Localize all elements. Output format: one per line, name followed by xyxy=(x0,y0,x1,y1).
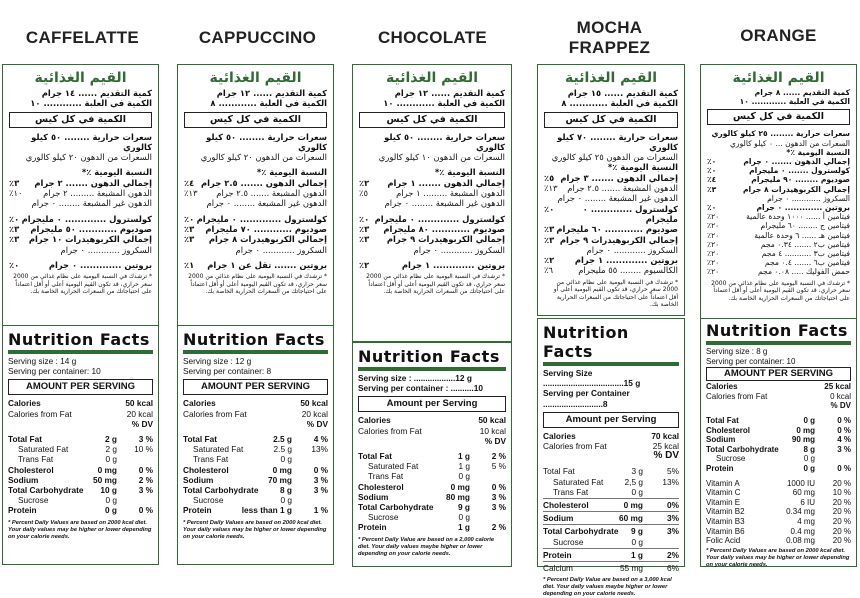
nutrient-row: Vitamin A 1000 IU 20 % xyxy=(706,478,851,488)
arabic-dv-label: النسبة اليومية ٪* xyxy=(786,147,850,157)
nutrient-row: Sodium 90 mg 4 % xyxy=(706,435,851,445)
footnote: * Percent Daily Values are based on 2000 kcal diet. Your daily values may be higher or lower depending on your calorie needs. xyxy=(183,519,327,540)
arabic-row: كولسترول ....... ٠ مليجرام ٠٪ xyxy=(707,166,850,176)
footnote: * Percent Daily Value are based on a 2,000 calorie diet. Your daily values maybe higher or lower depending on your calorie needs. xyxy=(358,536,495,557)
nutrient-row: Folic Acid 0.08 mg 20 % xyxy=(706,536,851,546)
nutrient-row: Trans Fat 0 g xyxy=(553,486,643,497)
arabic-row: صوديوم ............ ٥٠ مليجرام ٣٪ xyxy=(9,223,152,234)
nutrient-row: Protein 0 g 0 % xyxy=(8,505,153,516)
fat-calories-row: Calories from Fat 10 kcal xyxy=(358,425,506,436)
nutrient-row: Sodium 70 mg 3 % xyxy=(183,474,328,485)
arabic-row: بروتين ............. ١ جرام ٢٪ xyxy=(544,255,678,266)
calories-row: Calories 70 kcal xyxy=(543,430,679,441)
arabic-serving: كمية التقديم ...... ٨ جرام xyxy=(754,88,850,97)
arabic-row: إجمالي الكربوهيدرات ٨ جرام ٣٪ xyxy=(184,234,327,245)
flavor-title: MOCHA FRAPPEZ xyxy=(568,18,651,57)
arabic-row: بروتين ....... تقل عن ١ جرام ١٪ xyxy=(184,259,327,270)
arabic-row: كولسترول ............. ٠ مليجرام ٠٪ xyxy=(544,203,678,224)
arabic-calories: سعرات حرارية ........ ٧٠ كيلو كالوري xyxy=(557,131,678,152)
arabic-row: السكروز ............ ٠ جرام xyxy=(413,244,505,255)
nutrient-row: Sucrose 0 g xyxy=(716,454,815,464)
nutrition-facts-title: Nutrition Facts xyxy=(8,330,150,349)
nutrient-row: Cholesterol 0 mg 0 % xyxy=(706,425,851,435)
arabic-serving: كمية التقديم ...... ١٤ جرام xyxy=(41,88,152,98)
arabic-row: الدهون المشبعة ....... ٢.٥ جرام ١٣٪ xyxy=(544,183,678,194)
arabic-fat-calories: السعرات من الدهون ٢٥ كيلو كالوري xyxy=(551,152,678,163)
dv-label: % DV xyxy=(131,418,153,429)
nutrient-row: Protein 0 g 0 % xyxy=(706,463,851,473)
english-panel xyxy=(177,325,334,565)
arabic-fat-calories: السعرات من الدهون ١٠ كيلو كالوري xyxy=(378,152,505,163)
arabic-row: فيتامين ب٦ ....... ٠.٤ مجم ٢٠٪ xyxy=(707,258,850,268)
servings-per-container: Serving per container: 8 xyxy=(183,366,272,377)
nutrient-row: Total Fat 0 g 0 % xyxy=(706,415,851,425)
arabic-row: فيتامين هـ ...... ٦ وحدة عالمية ٢٠٪ xyxy=(707,230,850,240)
nutrient-row: Total Carbohydrate 8 g 3 % xyxy=(183,485,328,496)
nutrient-row: Vitamin E 6 IU 20 % xyxy=(706,497,851,507)
amount-per-serving: Amount per Serving xyxy=(543,412,679,428)
arabic-row: فيتامين أ ...... ١٠٠٠ وحدة عالمية ٢٠٪ xyxy=(707,212,850,222)
arabic-calories: سعرات حرارية ........ ٥٠ كيلو كالوري xyxy=(384,131,505,152)
arabic-fat-calories: السعرات من الدهون ٢٠ كيلو كالوري xyxy=(25,152,152,163)
dv-label: % DV xyxy=(830,401,851,411)
arabic-nutrition xyxy=(178,65,333,296)
amount-per-serving: AMOUNT PER SERVING xyxy=(183,379,328,395)
fat-calories-row: Calories from Fat 20 kcal xyxy=(8,408,153,419)
arabic-row: إجمالي الدهون ....... ٢ جرام ٣٪ xyxy=(9,177,152,188)
dv-label: % DV xyxy=(484,435,506,446)
servings-per-container: Serving per container: 10 xyxy=(706,356,796,366)
nutrient-row: Total Carbohydrate 9 g 3% xyxy=(543,526,679,537)
arabic-dv-label: النسبة اليومية ٪* xyxy=(607,162,678,173)
fat-calories-row: Calories from Fat 20 kcal xyxy=(183,408,328,419)
amount-per-serving: Amount per Serving xyxy=(358,396,506,412)
flavor-title: CAFFELATTE xyxy=(25,28,140,47)
arabic-title: القيم الغذائية xyxy=(564,70,657,86)
nutrient-row: Cholesterol 0 mg 0 % xyxy=(183,464,328,475)
nutrient-row: Vitamin B3 4 mg 20 % xyxy=(706,516,851,526)
arabic-row: بروتين ............. ١ جرام ٢٪ xyxy=(359,259,505,270)
arabic-row: كولسترول ............. ٠ مليجرام ٠٪ xyxy=(9,213,152,224)
english-panel xyxy=(2,325,159,565)
arabic-row: فيتامين ب٣ ........... ٤ مجم ٢٠٪ xyxy=(707,249,850,259)
fat-calories-row: Calories from Fat 0 kcal xyxy=(706,391,851,401)
footnote: * Percent Daily Values are based on 2000 kcal diet. Your daily values may be higher or lower depending on your calorie needs. xyxy=(706,547,850,568)
nutrition-facts xyxy=(3,330,158,541)
english-panel xyxy=(352,342,512,567)
arabic-dv-label: النسبة اليومية ٪* xyxy=(256,167,327,178)
nutrition-facts xyxy=(178,330,333,541)
arabic-row: فيتامين ج ........ ٦٠ مليجرام ٢٠٪ xyxy=(707,221,850,231)
arabic-nutrition xyxy=(701,65,856,302)
arabic-row: صوديوم ............ ٦٠ مليجرام ٣٪ xyxy=(544,224,678,235)
arabic-dv-label: النسبة اليومية ٪* xyxy=(434,167,505,178)
calories-row: Calories 50 kcal xyxy=(183,398,328,409)
arabic-panel xyxy=(537,64,685,316)
arabic-panel xyxy=(177,64,334,329)
arabic-nutrition xyxy=(3,65,158,296)
arabic-panel xyxy=(2,64,159,329)
dv-label: % DV xyxy=(306,418,328,429)
flavor-title: CHOCOLATE xyxy=(377,28,488,47)
arabic-amount-box: الكمية في كل كيس xyxy=(184,112,327,128)
arabic-row: إجمالي الدهون ....... ٣ جرام ٥٪ xyxy=(544,172,678,183)
arabic-calories: سعرات حرارية ........ ٥٠ كيلو كالوري xyxy=(206,131,327,152)
servings-per-container: Serving per container: 10 xyxy=(8,366,101,377)
nutrient-row: Sucrose 0 g xyxy=(18,495,117,506)
nutrition-facts xyxy=(701,321,856,569)
arabic-row: الكالسيوم ........ ٥٥ مليجرام ٦٪ xyxy=(544,265,678,276)
arabic-row: إجمالي الدهون ....... ٢.٥ جرام ٤٪ xyxy=(184,177,327,188)
arabic-row: السكروز ............ ٠ جرام xyxy=(60,244,152,255)
calories-row: Calories 50 kcal xyxy=(358,415,506,426)
arabic-row: إجمالي الدهون ....... ١ جرام ٢٪ xyxy=(359,177,505,188)
arabic-footnote: * ترشدك في النسبة اليومية على نظام غذائي من 2000 سعر حراري، قد تكون القيم اليومية أعلى أو أقل اعتماداً على احتياجاتك من السعرات الحرارية الخاصة بك. xyxy=(366,273,505,296)
nutrient-row: Total Fat 3 g 5% xyxy=(543,466,679,477)
arabic-row: إجمالي الكربوهيدرات ٩ جرام ٣٪ xyxy=(544,234,678,245)
arabic-fat-calories: السعرات من الدهون ... ٠ كيلو كالوري xyxy=(729,138,850,148)
english-panel xyxy=(700,318,857,567)
arabic-row: بروتين ............. ٠ جرام ٠٪ xyxy=(707,203,850,213)
nutrition-facts-title: Nutrition Facts xyxy=(543,323,629,361)
arabic-row: كولسترول ............. ٠ مليجرام ٠٪ xyxy=(184,213,327,224)
nutrient-row: Saturated Fat 1 g 5 % xyxy=(368,461,506,472)
nutrient-row: Saturated Fat 2 g 10 % xyxy=(18,444,153,455)
flavor-title: CAPPUCCINO xyxy=(198,28,317,47)
arabic-title: القيم الغذائية xyxy=(732,70,825,86)
nutrient-row: Sucrose 0 g xyxy=(368,512,470,523)
arabic-fat-calories: السعرات من الدهون ٢٠ كيلو كالوري xyxy=(200,152,327,163)
arabic-row: الدهون غير المشبعة ........ ٠ جرام xyxy=(206,198,327,209)
nutrient-row: Protein less than 1 g 1 % xyxy=(183,505,328,516)
arabic-calories: سعرات حرارية ........ ٢٥ كيلو كالوري xyxy=(711,129,850,139)
nutrition-facts xyxy=(353,347,511,558)
arabic-footnote: * ترشدك في النسبة اليومية على نظام غذائي من 2000 سعر حراري، قد تكون القيم اليومية أعلى أو أقل اعتماداً على احتياجاتك من السعرات الحرارية الخاصة بك. xyxy=(13,273,152,296)
arabic-row: كولسترول ............. ٠ مليجرام ٠٪ xyxy=(359,213,505,224)
label-column-chocolate xyxy=(350,0,515,569)
nutrient-row: Total Fat 2.5 g 4 % xyxy=(183,434,328,445)
arabic-row: السكروز ............ ٠ جرام xyxy=(767,193,850,203)
footnote: * Percent Daily Values are based on 2000 kcal diet. Your daily values may be higher or lower depending on your calorie needs. xyxy=(8,519,152,540)
serving-size: Serving size : 8 g xyxy=(706,347,768,356)
servings-per-container: Serving per container : ..........10 xyxy=(358,383,483,394)
arabic-row: الدهون غير المشبعة ........ ٠ جرام xyxy=(31,198,152,209)
nutrient-row: Cholesterol 0 mg 0 % xyxy=(358,481,506,492)
serving-size: Serving Size ...................................15 g xyxy=(543,368,641,389)
arabic-calories: سعرات حرارية ........ ٥٠ كيلو كالوري xyxy=(31,131,152,152)
nutrient-row: Protein 1 g 2 % xyxy=(358,522,506,533)
servings-per-container: Serving per Container ..........................8 xyxy=(543,388,630,409)
arabic-per-pack: الكمية في العلبة ............ ١٠ xyxy=(30,98,152,109)
flavor-title: ORANGE xyxy=(740,26,817,45)
arabic-amount-box: الكمية في كل كيس xyxy=(9,112,152,128)
nutrient-row: Vitamin C 60 mg 10 % xyxy=(706,488,851,498)
arabic-row: السكروز ............ ٠ جرام xyxy=(586,244,678,255)
arabic-per-pack: الكمية في العلبة ............ ٨ xyxy=(561,98,678,109)
calories-row: Calories 25 kcal xyxy=(706,382,851,392)
arabic-row: إجمالي الدهون ....... ٠ جرام ٠٪ xyxy=(707,157,850,167)
arabic-amount-box: الكمية في كل كيس xyxy=(707,109,850,125)
arabic-amount-box: الكمية في كل كيس xyxy=(359,112,505,128)
arabic-serving: كمية التقديم ...... ١٢ جرام xyxy=(216,88,327,98)
arabic-panel xyxy=(700,64,857,319)
nutrient-row: Trans Fat 0 g xyxy=(368,471,470,482)
arabic-row: الدهون المشبعة ......... ١ جرام ٥٪ xyxy=(359,188,505,199)
arabic-row: صوديوم ............ ٧٠ مليجرام ٣٪ xyxy=(184,223,327,234)
nutrient-row: Cholesterol 0 mg 0 % xyxy=(8,464,153,475)
nutrient-row: Sucrose 0 g xyxy=(553,536,643,547)
arabic-panel xyxy=(352,64,512,342)
arabic-row: إجمالي الكربوهيدرات ٩ جرام ٣٪ xyxy=(359,234,505,245)
nutrient-row: Vitamin B2 0.34 mg 20 % xyxy=(706,507,851,517)
nutrient-row: Protein 1 g 2% xyxy=(543,549,679,560)
serving-size: Serving size : 14 g xyxy=(8,356,77,366)
nutrition-facts-title: Nutrition Facts xyxy=(358,347,500,366)
nutrient-row: Sucrose 0 g xyxy=(193,495,292,506)
arabic-footnote: * ترشدك في النسبة اليومية على نظام غذائي من 2000 سعر حراري، قد تكون القيم اليومية أعلى أو أقل اعتماداً على احتياجاتك من السعرات الحرارية الخاصة بك. xyxy=(188,273,327,296)
arabic-row: الدهون المشبعة ....... ٢.٥ جرام ١٣٪ xyxy=(184,188,327,199)
calories-row: Calories 50 kcal xyxy=(8,398,153,409)
nutrient-row: Total Carbohydrate 9 g 3 % xyxy=(358,502,506,513)
nutrient-row: Cholesterol 0 mg 0% xyxy=(543,500,679,511)
arabic-serving: كمية التقديم ...... ١٢ جرام xyxy=(394,88,505,98)
serving-size: Serving size : ..................12 g xyxy=(358,373,472,383)
nutrient-row: Total Carbohydrate 10 g 3 % xyxy=(8,485,153,496)
arabic-title: القيم الغذائية xyxy=(385,70,478,86)
fat-calories-row: Calories from Fat 25 kcal xyxy=(543,441,679,452)
nutrient-row: Total Carbohydrate 8 g 3 % xyxy=(706,444,851,454)
arabic-row: بروتين ............. ٠ جرام ٠٪ xyxy=(9,259,152,270)
nutrient-row: Total Fat 1 g 2 % xyxy=(358,451,506,462)
nutrient-row: Trans Fat 0 g xyxy=(18,454,117,465)
footnote: * Percent Daily Value are based on a 3,000 kcal diet. Your daily values maybe higher or lower depending on your calorie needs. xyxy=(543,577,672,598)
nutrition-facts-title: Nutrition Facts xyxy=(183,330,325,349)
arabic-row: صوديوم ........ ٩٠ مليجرام ٤٪ xyxy=(707,175,850,185)
arabic-nutrition xyxy=(538,65,684,309)
nutrient-row: Saturated Fat 2,5 g 13% xyxy=(553,476,679,487)
arabic-per-pack: الكمية في العلبة ............ ١٠ xyxy=(383,98,505,109)
arabic-row: إجمالي الكربوهيدرات ١٠ جرام ٣٪ xyxy=(9,234,152,245)
arabic-amount-box: الكمية في كل كيس xyxy=(544,112,678,128)
arabic-dv-label: النسبة اليومية ٪* xyxy=(81,167,152,178)
nutrient-row: Sodium 50 mg 2 % xyxy=(8,474,153,485)
arabic-row: فيتامين ب٢ ....... ٠.٣٤ مجم ٢٠٪ xyxy=(707,239,850,249)
nutrition-facts xyxy=(538,323,684,598)
nutrient-row: Calcium 55 mg 6% xyxy=(543,563,679,574)
arabic-per-pack: الكمية في العلبة ............ ١٠ xyxy=(739,97,850,107)
nutrient-row: Sodium 60 mg 3% xyxy=(543,513,679,524)
label-column-mocha-frappez xyxy=(527,0,692,598)
nutrient-row: Vitamin B6 0.4 mg 20 % xyxy=(706,526,851,536)
label-column-orange xyxy=(697,0,860,569)
serving-size: Serving size : 12 g xyxy=(183,356,252,366)
arabic-row: الدهون غير المشبعة ........ ٠ جرام xyxy=(384,198,505,209)
arabic-serving: كمية التقديم ...... ١٥ جرام xyxy=(567,88,678,98)
label-column-caffelatte xyxy=(0,0,165,569)
nutrient-row: Sodium 80 mg 3 % xyxy=(358,491,506,502)
arabic-per-pack: الكمية في العلبة ............ ٨ xyxy=(210,98,327,109)
label-column-cappuccino xyxy=(175,0,340,569)
arabic-row: السكروز ............ ٠ جرام xyxy=(235,244,327,255)
nutrient-row: Total Fat 2 g 3 % xyxy=(8,434,153,445)
arabic-footnote: * ترشدك في النسبة اليومية على نظام غذائي من 2000 سعر حراري، قد تكون القيم اليومية أعلى أو أقل اعتماداً على احتياجاتك من السعرات الحرارية الخاصة بك. xyxy=(711,279,850,302)
english-panel xyxy=(537,318,685,598)
amount-per-serving: AMOUNT PER SERVING xyxy=(8,379,153,395)
arabic-row: حمض الفوليك ..... ٠.٠٨ مجم ٢٠٪ xyxy=(707,267,850,277)
nutrient-row: Saturated Fat 2.5 g 13% xyxy=(193,444,328,455)
arabic-row: إجمالي الكربوهيدرات ٨ جرام ٣٪ xyxy=(707,184,850,194)
dv-label: % DV xyxy=(653,450,679,462)
nutrition-facts-title: Nutrition Facts xyxy=(706,321,848,340)
arabic-nutrition xyxy=(353,65,511,296)
arabic-title: القيم الغذائية xyxy=(209,70,302,86)
nutrient-row: Trans Fat 0 g xyxy=(193,454,292,465)
amount-per-serving: AMOUNT PER SERVING xyxy=(706,367,851,381)
arabic-row: الدهون المشبعة ......... ٢ جرام ١٠٪ xyxy=(9,188,152,199)
arabic-row: صوديوم ............ ٨٠ مليجرام ٣٪ xyxy=(359,223,505,234)
arabic-footnote: * ترشدك في النسبة اليومية على نظام غذائي من 2000 سعر حراري، قد تكون القيم اليومية أعلى أو أقل اعتماداً على احتياجاتك من السعرات الحرارية الخاصة بك. xyxy=(553,278,678,309)
arabic-title: القيم الغذائية xyxy=(34,70,127,86)
arabic-row: الدهون غير المشبعة ........ ٠ جرام xyxy=(557,193,678,204)
